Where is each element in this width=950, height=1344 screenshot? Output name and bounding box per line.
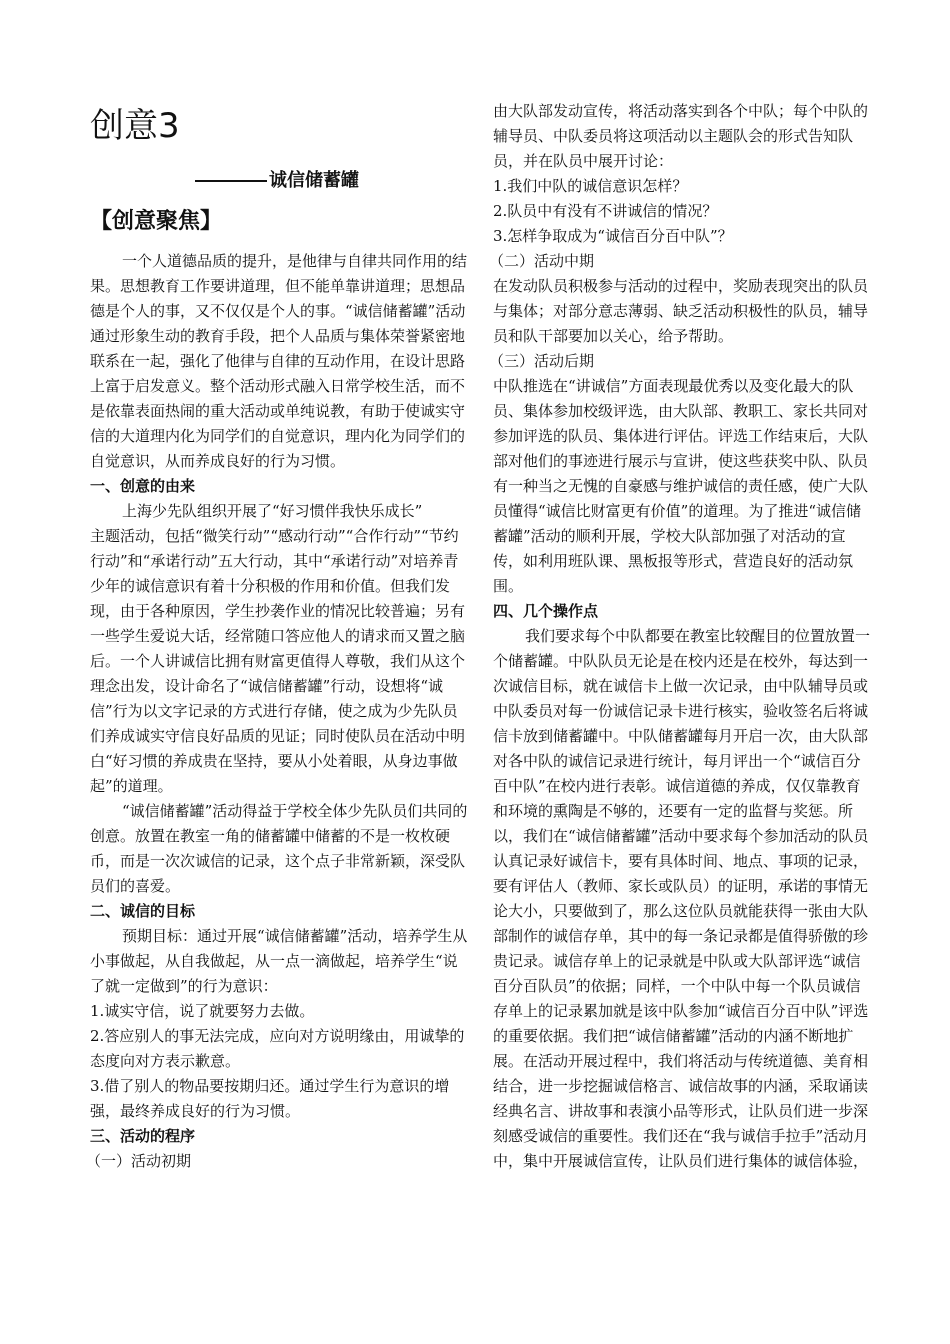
question-2: 2.队员中有没有不讲诚信的情况？ bbox=[493, 202, 718, 220]
dash-line bbox=[195, 180, 267, 182]
stage-3-text: 中队推选在“讲诚信”方面表现最优秀以及变化最大的队员、集体参加校级评选，由大队部、教职工、家长共同对参加评选的队员、集体进行评估。评选工作结束后，大队部对他们的事迹进行展示与宣讲，使这些获奖中队、队员有一种当之无愧的自豪感与维护诚信的责任感，使广大队员懂得“诚信比财富更有价值”的道理。为了推进“诚信储蓄罐”活动的顺利开展，学校大队部加强了对活动的宣传，如利用班队课、黑板报等形式，营造良好的活动氛围。 bbox=[493, 377, 869, 595]
operations-paragraph: 我们要求每个中队都要在教室比较醒目的位置放置一个储蓄罐。中队队员无论是在校内还是在校外，每达到一次诚信目标，就在诚信卡上做一次记录，由中队辅导员或中队委员对每一份诚信记录卡进行核实，验收签名后将诚信卡放到储蓄罐中。中队储蓄罐每月开启一次，由大队部对各中队的诚信记录进行统计，每月评出一个“诚信百分百中队”在校内进行表彰。诚信道德的养成，仅仅靠教育和环境的熏陶是不够的，还要有一定的监督与奖惩。所以，我们在“诚信储蓄罐”活动中要求每个参加活动的队员认真记录好诚信卡，要有具体时间、地点、事项的记录，要有评估人（教师、家长或队员）的证明，承诺的事情无论大小，只要做到了，那么这位队员就能获得一张由大队部制作的诚信存单，其中的每一条记录都是值得骄傲的珍贵记录。诚信存单上的记录就是中队或大队部评选“诚信百分百队员”的依据；同样，一个中队中每一个队员诚信存单上的记录累加就是该中队参加“诚信百分百中队”评选的重要依据。我们把“诚信储蓄罐”活动的内涵不断地扩展。在活动开展过程中，我们将活动与传统道德、美育相结合，进一步挖掘诚信格言、诚信故事的内涵，采取诵读经典名言、讲故事和表演小品等形式，让队员们进一步深刻感受诚信的重要性。我们还在“我与诚信手拉手”活动月中，集中开展诚信宣传，让队员们进行集体的诚信体验， bbox=[493, 627, 871, 1170]
section-heading-operations: 四、几个操作点 bbox=[493, 602, 599, 620]
question-3: 3.怎样争取成为“诚信百分百中队”？ bbox=[493, 227, 733, 245]
stage-1-heading: （一）活动初期 bbox=[86, 1152, 192, 1170]
goal-item-1: 1.诚实守信，说了就要努力去做。 bbox=[90, 1002, 315, 1020]
focus-heading: 【创意聚焦】 bbox=[90, 209, 223, 234]
stage-3-heading: （三）活动后期 bbox=[489, 352, 595, 370]
right-column bbox=[489, 99, 873, 1174]
stage-2-heading: （二）活动中期 bbox=[489, 252, 595, 270]
section-heading-goal: 二、诚信的目标 bbox=[90, 902, 196, 920]
section-heading-origin: 一、创意的由来 bbox=[90, 477, 196, 495]
goal-item-2: 2.答应别人的事无法完成，应向对方说明缘由，用诚挚的态度向对方表示歉意。 bbox=[90, 1027, 465, 1070]
subtitle-text: 诚信储蓄罐 bbox=[269, 170, 359, 191]
left-column bbox=[86, 249, 468, 1174]
page-title: 创意3 bbox=[90, 106, 180, 146]
section-heading-procedure: 三、活动的程序 bbox=[90, 1127, 196, 1145]
question-1: 1.我们中队的诚信意识怎样？ bbox=[493, 177, 688, 195]
origin-paragraph-3: “诚信储蓄罐”活动得益于学校全体少先队员们共同的创意。放置在教室一角的储蓄罐中储蓄的不是一枚枚硬币，而是一次次诚信的记录，这个点子非常新颖，深受队员们的喜爱。 bbox=[90, 802, 468, 895]
intro-paragraph: 一个人道德品质的提升，是他律与自律共同作用的结果。思想教育工作要讲道理，但不能单靠讲道理；思想品德是个人的事，又不仅仅是个人的事。“诚信储蓄罐”活动通过形象生动的教育手段，把个人品质与集体荣誉紧密地联系在一起，强化了他律与自律的互动作用，在设计思路上富于启发意义。整个活动形式融入日常学校生活，而不是依靠表面热闹的重大活动或单纯说教，有助于使诚实守信的大道理内化为同学们的自觉意识，理内化为同学们的自觉意识，从而养成良好的行为习惯。 bbox=[90, 252, 468, 470]
origin-paragraph-1: 上海少先队组织开展了“好习惯伴我快乐成长” bbox=[122, 502, 423, 520]
goal-item-3: 3.借了别人的物品要按期归还。通过学生行为意识的增强，最终养成良好的行为习惯。 bbox=[90, 1077, 450, 1120]
origin-paragraph-2: 主题活动，包括“微笑行动”“感动行动”“合作行动”“节约行动”和“承诺行动”五大行动，其中“承诺行动”对培养青少年的诚信意识有着十分积极的作用和价值。但我们发现，由于各种原因，学生抄袭作业的情况比较普遍；另有一些学生爱说大话，经常随口答应他人的请求而又置之脑后。一个人讲诚信比拥有财富更值得人尊敬，我们从这个理念出发，设计命名了“诚信储蓄罐”行动，设想将“诚信”行为以文字记录的方式进行存储，使之成为少先队员们养成诚实守信良好品质的见证；同时使队员在活动中明白“好习惯的养成贵在坚持，要从小处着眼，从身边事做起”的道理。 bbox=[90, 527, 466, 795]
stage-1-text: 由大队部发动宣传，将活动落实到各个中队；每个中队的辅导员、中队委员将这项活动以主题队会的形式告知队员，并在队员中展开讨论： bbox=[493, 102, 869, 170]
subtitle bbox=[195, 168, 359, 194]
goal-intro: 预期目标：通过开展“诚信储蓄罐”活动，培养学生从小事做起，从自我做起，从一点一滴做起，培养学生“说了就一定做到”的行为意识： bbox=[90, 927, 468, 995]
stage-2-text: 在发动队员积极参与活动的过程中，奖励表现突出的队员与集体；对部分意志薄弱、缺乏活动积极性的队员，辅导员和队干部要加以关心，给予帮助。 bbox=[493, 277, 869, 345]
